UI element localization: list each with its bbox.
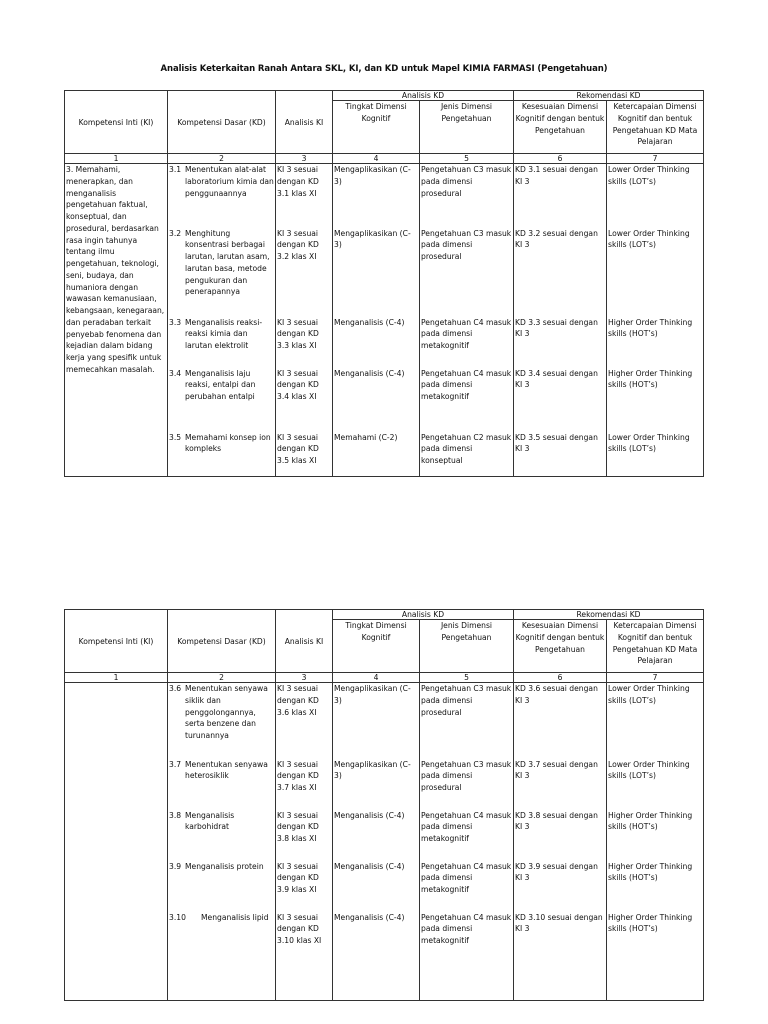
column-number-row xyxy=(65,673,704,683)
kd-number: 3.8 xyxy=(169,810,182,820)
header-ketercapaian: Ketercapaian Dimensi Kognitif dan bentuk Pengetahuan KD Mata Pelajaran xyxy=(607,101,704,154)
column-number: 4 xyxy=(333,154,420,164)
kesesuaian-cell: KD 3.7 sesuai dengan KI 3 xyxy=(514,759,607,810)
column-number: 7 xyxy=(607,154,704,164)
header-analisis-ki: Analisis KI xyxy=(276,91,333,154)
analisis-ki-cell: KI 3 sesuai dengan KD 3.3 klas XI xyxy=(276,317,333,368)
ketercapaian-cell: Higher Order Thinking skills (HOT’s) xyxy=(607,317,704,368)
kd-number: 3.7 xyxy=(169,759,182,769)
analisis-ki-cell: KI 3 sesuai dengan KD 3.1 klas XI xyxy=(276,164,333,228)
kesesuaian-cell: KD 3.6 sesuai dengan KI 3 xyxy=(514,683,607,759)
jenis-cell: Pengetahuan C4 masuk pada dimensi metakognitif xyxy=(420,368,514,432)
header-kompetensi-dasar: Kompetensi Dasar (KD) xyxy=(168,610,276,673)
analisis-ki-cell: KI 3 sesuai dengan KD 3.4 klas XI xyxy=(276,368,333,432)
kd-text: Menentukan senyawa siklik dan penggolongannya, serta benzene dan turunannya xyxy=(185,684,268,741)
column-number: 7 xyxy=(607,673,704,683)
tingkat-cell: Menganalisis (C-4) xyxy=(333,368,420,432)
tingkat-cell: Mengaplikasikan (C-3) xyxy=(333,164,420,228)
kd-cell xyxy=(168,759,276,810)
kd-cell xyxy=(168,810,276,861)
analisis-ki-cell: KI 3 sesuai dengan KD 3.10 klas XI xyxy=(276,912,333,1001)
kd-cell xyxy=(168,368,276,432)
header-kompetensi-inti: Kompetensi Inti (KI) xyxy=(65,91,168,154)
kd-text: Menentukan senyawa heterosiklik xyxy=(185,759,268,781)
column-number: 3 xyxy=(276,673,333,683)
column-number: 5 xyxy=(420,154,514,164)
header-kesesuaian: Kesesuaian Dimensi Kognitif dengan bentuk Pengetahuan xyxy=(514,101,607,154)
jenis-cell: Pengetahuan C2 masuk pada dimensi konseptual xyxy=(420,432,514,477)
header-kompetensi-inti: Kompetensi Inti (KI) xyxy=(65,610,168,673)
ketercapaian-cell: Lower Order Thinking skills (LOT’s) xyxy=(607,164,704,228)
ki-description: 3. Memahami, menerapkan, dan menganalisis pengetahuan faktual, konseptual, dan prosedural, berdasarkan rasa ingin tahunya tentang ilmu pengetahuan, teknologi, seni, budaya, dan humaniora dengan wawasan kemanusiaan, kebangsaan, kenegaraan, dan peradaban terkait penyebab fenomena dan kejadian dalam bidang kerja yang spesifik untuk memecahkan masalah. xyxy=(65,164,168,477)
jenis-cell: Pengetahuan C3 masuk pada dimensi prosedural xyxy=(420,164,514,228)
kd-cell xyxy=(168,164,276,228)
column-number: 6 xyxy=(514,154,607,164)
table-row xyxy=(65,164,704,228)
kd-number: 3.9 xyxy=(169,861,182,871)
kd-number: 3.5 xyxy=(169,432,182,442)
header-kompetensi-dasar: Kompetensi Dasar (KD) xyxy=(168,91,276,154)
header-tingkat-dimensi: Tingkat Dimensi Kognitif xyxy=(333,101,420,154)
kd-number: 3.10 xyxy=(169,912,186,922)
tingkat-cell: Menganalisis (C-4) xyxy=(333,317,420,368)
kd-text: Menganalisis lipid xyxy=(201,912,269,922)
header-ketercapaian: Ketercapaian Dimensi Kognitif dan bentuk Pengetahuan KD Mata Pelajaran xyxy=(607,620,704,673)
tingkat-cell: Memahami (C-2) xyxy=(333,432,420,477)
kd-number: 3.1 xyxy=(169,165,182,174)
tingkat-cell: Mengaplikasikan (C-3) xyxy=(333,228,420,317)
kd-cell xyxy=(168,228,276,317)
kd-cell xyxy=(168,861,276,912)
header-analisis-ki: Analisis KI xyxy=(276,610,333,673)
tingkat-cell: Menganalisis (C-4) xyxy=(333,861,420,912)
ketercapaian-cell: Higher Order Thinking skills (HOT’s) xyxy=(607,368,704,432)
kesesuaian-cell: KD 3.5 sesuai dengan KI 3 xyxy=(514,432,607,477)
header-jenis-dimensi: Jenis Dimensi Pengetahuan xyxy=(420,101,514,154)
kd-cell xyxy=(168,912,276,1001)
tingkat-cell: Menganalisis (C-4) xyxy=(333,912,420,1001)
kd-number: 3.2 xyxy=(169,228,182,238)
analysis-table-2 xyxy=(64,609,704,1001)
header-rekomendasi-kd: Rekomendasi KD xyxy=(514,91,704,101)
ketercapaian-cell: Lower Order Thinking skills (LOT’s) xyxy=(607,683,704,759)
ketercapaian-cell: Higher Order Thinking skills (HOT’s) xyxy=(607,810,704,861)
kd-text: Menganalisis reaksi-reaksi kimia dan larutan elektrolit xyxy=(185,317,263,351)
kesesuaian-cell: KD 3.1 sesuai dengan KI 3 xyxy=(514,164,607,228)
kd-text: Menganalisis protein xyxy=(185,861,264,871)
kesesuaian-cell: KD 3.4 sesuai dengan KI 3 xyxy=(514,368,607,432)
kd-text: Menganalisis karbohidrat xyxy=(185,810,235,832)
header-row-top xyxy=(65,91,704,101)
ki-empty-cell xyxy=(65,683,168,1001)
tingkat-cell: Mengaplikasikan (C-3) xyxy=(333,683,420,759)
column-number: 1 xyxy=(65,673,168,683)
header-tingkat-dimensi: Tingkat Dimensi Kognitif xyxy=(333,620,420,673)
header-jenis-dimensi: Jenis Dimensi Pengetahuan xyxy=(420,620,514,673)
kd-text: Menentukan alat-alat laboratorium kimia dan penggunaannya xyxy=(185,165,274,198)
jenis-cell: Pengetahuan C4 masuk pada dimensi metakognitif xyxy=(420,317,514,368)
jenis-cell: Pengetahuan C4 masuk pada dimensi metakognitif xyxy=(420,861,514,912)
column-number: 2 xyxy=(168,673,276,683)
header-rekomendasi-kd: Rekomendasi KD xyxy=(514,610,704,620)
kd-number: 3.3 xyxy=(169,317,182,327)
tingkat-cell: Mengaplikasikan (C-3) xyxy=(333,759,420,810)
kesesuaian-cell: KD 3.8 sesuai dengan KI 3 xyxy=(514,810,607,861)
kesesuaian-cell: KD 3.9 sesuai dengan KI 3 xyxy=(514,861,607,912)
ketercapaian-cell: Higher Order Thinking skills (HOT’s) xyxy=(607,861,704,912)
kd-cell xyxy=(168,432,276,477)
header-kesesuaian: Kesesuaian Dimensi Kognitif dengan bentuk Pengetahuan xyxy=(514,620,607,673)
kd-number: 3.6 xyxy=(169,684,182,693)
column-number: 5 xyxy=(420,673,514,683)
kesesuaian-cell: KD 3.10 sesuai dengan KI 3 xyxy=(514,912,607,1001)
analisis-ki-cell: KI 3 sesuai dengan KD 3.6 klas XI xyxy=(276,683,333,759)
column-number: 4 xyxy=(333,673,420,683)
table-row xyxy=(65,683,704,759)
tingkat-cell: Menganalisis (C-4) xyxy=(333,810,420,861)
kd-text: Memahami konsep ion kompleks xyxy=(185,432,271,454)
analisis-ki-cell: KI 3 sesuai dengan KD 3.9 klas XI xyxy=(276,861,333,912)
header-analisis-kd: Analisis KD xyxy=(333,91,514,101)
analisis-ki-cell: KI 3 sesuai dengan KD 3.7 klas XI xyxy=(276,759,333,810)
analysis-table-1 xyxy=(64,90,704,477)
kd-cell xyxy=(168,317,276,368)
kd-text: Menganalisis laju reaksi, entalpi dan perubahan entalpi xyxy=(185,368,256,402)
jenis-cell: Pengetahuan C4 masuk pada dimensi metakognitif xyxy=(420,912,514,1001)
ketercapaian-cell: Lower Order Thinking skills (LOT’s) xyxy=(607,759,704,810)
jenis-cell: Pengetahuan C3 masuk pada dimensi prosedural xyxy=(420,228,514,317)
page-title: Analisis Keterkaitan Ranah Antara SKL, KI, dan KD untuk Mapel KIMIA FARMASI (Pengetahuan) xyxy=(160,64,608,74)
ketercapaian-cell: Lower Order Thinking skills (LOT’s) xyxy=(607,432,704,477)
column-number-row xyxy=(65,154,704,164)
header-analisis-kd: Analisis KD xyxy=(333,610,514,620)
jenis-cell: Pengetahuan C4 masuk pada dimensi metakognitif xyxy=(420,810,514,861)
ketercapaian-cell: Lower Order Thinking skills (LOT’s) xyxy=(607,228,704,317)
kesesuaian-cell: KD 3.3 sesuai dengan KI 3 xyxy=(514,317,607,368)
kesesuaian-cell: KD 3.2 sesuai dengan KI 3 xyxy=(514,228,607,317)
column-number: 6 xyxy=(514,673,607,683)
analisis-ki-cell: KI 3 sesuai dengan KD 3.5 klas XI xyxy=(276,432,333,477)
header-row-top xyxy=(65,610,704,620)
jenis-cell: Pengetahuan C3 masuk pada dimensi prosedural xyxy=(420,683,514,759)
jenis-cell: Pengetahuan C3 masuk pada dimensi prosedural xyxy=(420,759,514,810)
column-number: 1 xyxy=(65,154,168,164)
analisis-ki-cell: KI 3 sesuai dengan KD 3.2 klas XI xyxy=(276,228,333,317)
kd-text: Menghitung konsentrasi berbagai larutan, larutan asam, larutan basa, metode pengukuran dan penerapannya xyxy=(185,228,270,297)
column-number: 2 xyxy=(168,154,276,164)
column-number: 3 xyxy=(276,154,333,164)
kd-number: 3.4 xyxy=(169,368,182,378)
kd-cell xyxy=(168,683,276,759)
analisis-ki-cell: KI 3 sesuai dengan KD 3.8 klas XI xyxy=(276,810,333,861)
ketercapaian-cell: Higher Order Thinking skills (HOT’s) xyxy=(607,912,704,1001)
